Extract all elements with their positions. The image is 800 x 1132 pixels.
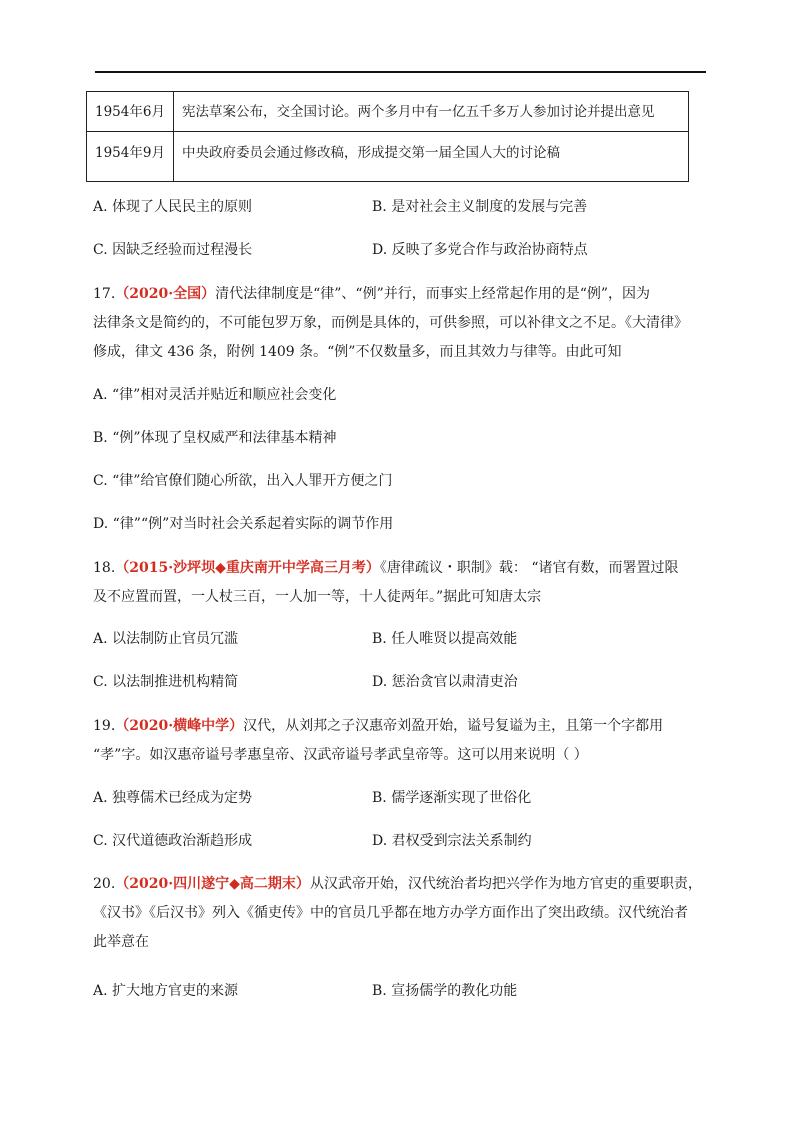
question-number: 17. bbox=[93, 286, 116, 302]
q19-stem-line: “孝”字。如汉惠帝谥号孝惠皇帝、汉武帝谥号孝武皇帝等。这可以用来说明（ ） bbox=[93, 747, 588, 763]
q18-stem-line: 18.（2015·沙坪坝◆重庆南开中学高三月考）《唐律疏议・职制》载： “诸官有数，而署置过限 bbox=[93, 560, 679, 576]
q17-option-c: C. “律”给官僚们随心所欲，出入人罪开方便之门 bbox=[93, 473, 393, 489]
table-row bbox=[87, 132, 689, 182]
timeline-table bbox=[86, 91, 689, 182]
q19-stem-line: 19.（2020·横峰中学）汉代，从刘邦之子汉惠帝刘盈开始，谥号复谥为主，且第一个字都用 bbox=[93, 718, 664, 734]
q17-stem-line: 法律条文是简约的，不可能包罗万象，而例是具体的，可供参照，可以补律文之不足。《大清律》 bbox=[93, 315, 688, 331]
table-date-cell: 1954年9月 bbox=[87, 132, 174, 182]
q17-option-b: B. “例”体现了皇权威严和法律基本精神 bbox=[93, 430, 337, 446]
question-number: 19. bbox=[93, 718, 116, 734]
q17-option-a: A. “律”相对灵活并贴近和顺应社会变化 bbox=[93, 387, 337, 403]
q20-option-a: A. 扩大地方官吏的来源 bbox=[93, 983, 239, 999]
q18-option-c: C. 以法制推进机构精简 bbox=[93, 674, 239, 690]
q20-option-b: B. 宣扬儒学的教化功能 bbox=[372, 983, 518, 999]
q19-option-b: B. 儒学逐渐实现了世俗化 bbox=[372, 790, 532, 806]
q16-option-d: D. 反映了多党合作与政治协商特点 bbox=[372, 242, 588, 258]
q17-stem-line: 修成，律文 436 条，附例 1409 条。“例”不仅数量多，而且其效力与律等。由此可知 bbox=[93, 344, 622, 360]
q20-stem-line: 《汉书》《后汉书》列入《循吏传》中的官员几乎都在地方办学方面作出了突出政绩。汉代统治者 bbox=[93, 905, 688, 921]
q16-option-a: A. 体现了人民民主的原则 bbox=[93, 199, 253, 215]
q16-option-b: B. 是对社会主义制度的发展与完善 bbox=[372, 199, 588, 215]
q20-stem-line: 此举意在 bbox=[93, 934, 149, 950]
q19-option-a: A. 独尊儒术已经成为定势 bbox=[93, 790, 253, 806]
q18-option-a: A. 以法制防止官员冗滥 bbox=[93, 631, 239, 647]
table-row bbox=[87, 92, 689, 132]
question-number: 18. bbox=[93, 560, 116, 576]
q18-option-d: D. 惩治贪官以肃清吏治 bbox=[372, 674, 518, 690]
q19-option-c: C. 汉代道德政治渐趋形成 bbox=[93, 833, 253, 849]
q17-option-d: D. “律”“例”对当时社会关系起着实际的调节作用 bbox=[93, 516, 394, 532]
question-number: 20. bbox=[93, 876, 116, 892]
table-date-cell: 1954年6月 bbox=[87, 92, 174, 132]
table-event-cell: 宪法草案公布，交全国讨论。两个多月中有一亿五千多万人参加讨论并提出意见 bbox=[173, 92, 688, 132]
q18-option-b: B. 任人唯贤以提高效能 bbox=[372, 631, 518, 647]
question-source: （2020·横峰中学） bbox=[115, 718, 244, 734]
question-source: （2020·全国） bbox=[115, 286, 216, 302]
table-event-cell: 中央政府委员会通过修改稿，形成提交第一届全国人大的讨论稿 bbox=[173, 132, 688, 182]
q20-stem-line: 20.（2020·四川遂宁◆高二期末）从汉武帝开始，汉代统治者均把兴学作为地方官吏的重要职责， bbox=[93, 876, 702, 892]
question-source: （2020·四川遂宁◆高二期末） bbox=[115, 876, 310, 892]
q19-option-d: D. 君权受到宗法关系制约 bbox=[372, 833, 532, 849]
q17-stem-line: 17.（2020·全国）清代法律制度是“律”、“例”并行，而事实上经常起作用的是“例”，因为 bbox=[93, 286, 651, 302]
q16-option-c: C. 因缺乏经验而过程漫长 bbox=[93, 242, 253, 258]
q18-stem-line: 及不应置而置，一人杖三百，一人加一等，十人徒两年。”据此可知唐太宗 bbox=[93, 589, 542, 605]
question-source: （2015·沙坪坝◆重庆南开中学高三月考） bbox=[115, 560, 380, 576]
header-rule bbox=[95, 71, 706, 73]
